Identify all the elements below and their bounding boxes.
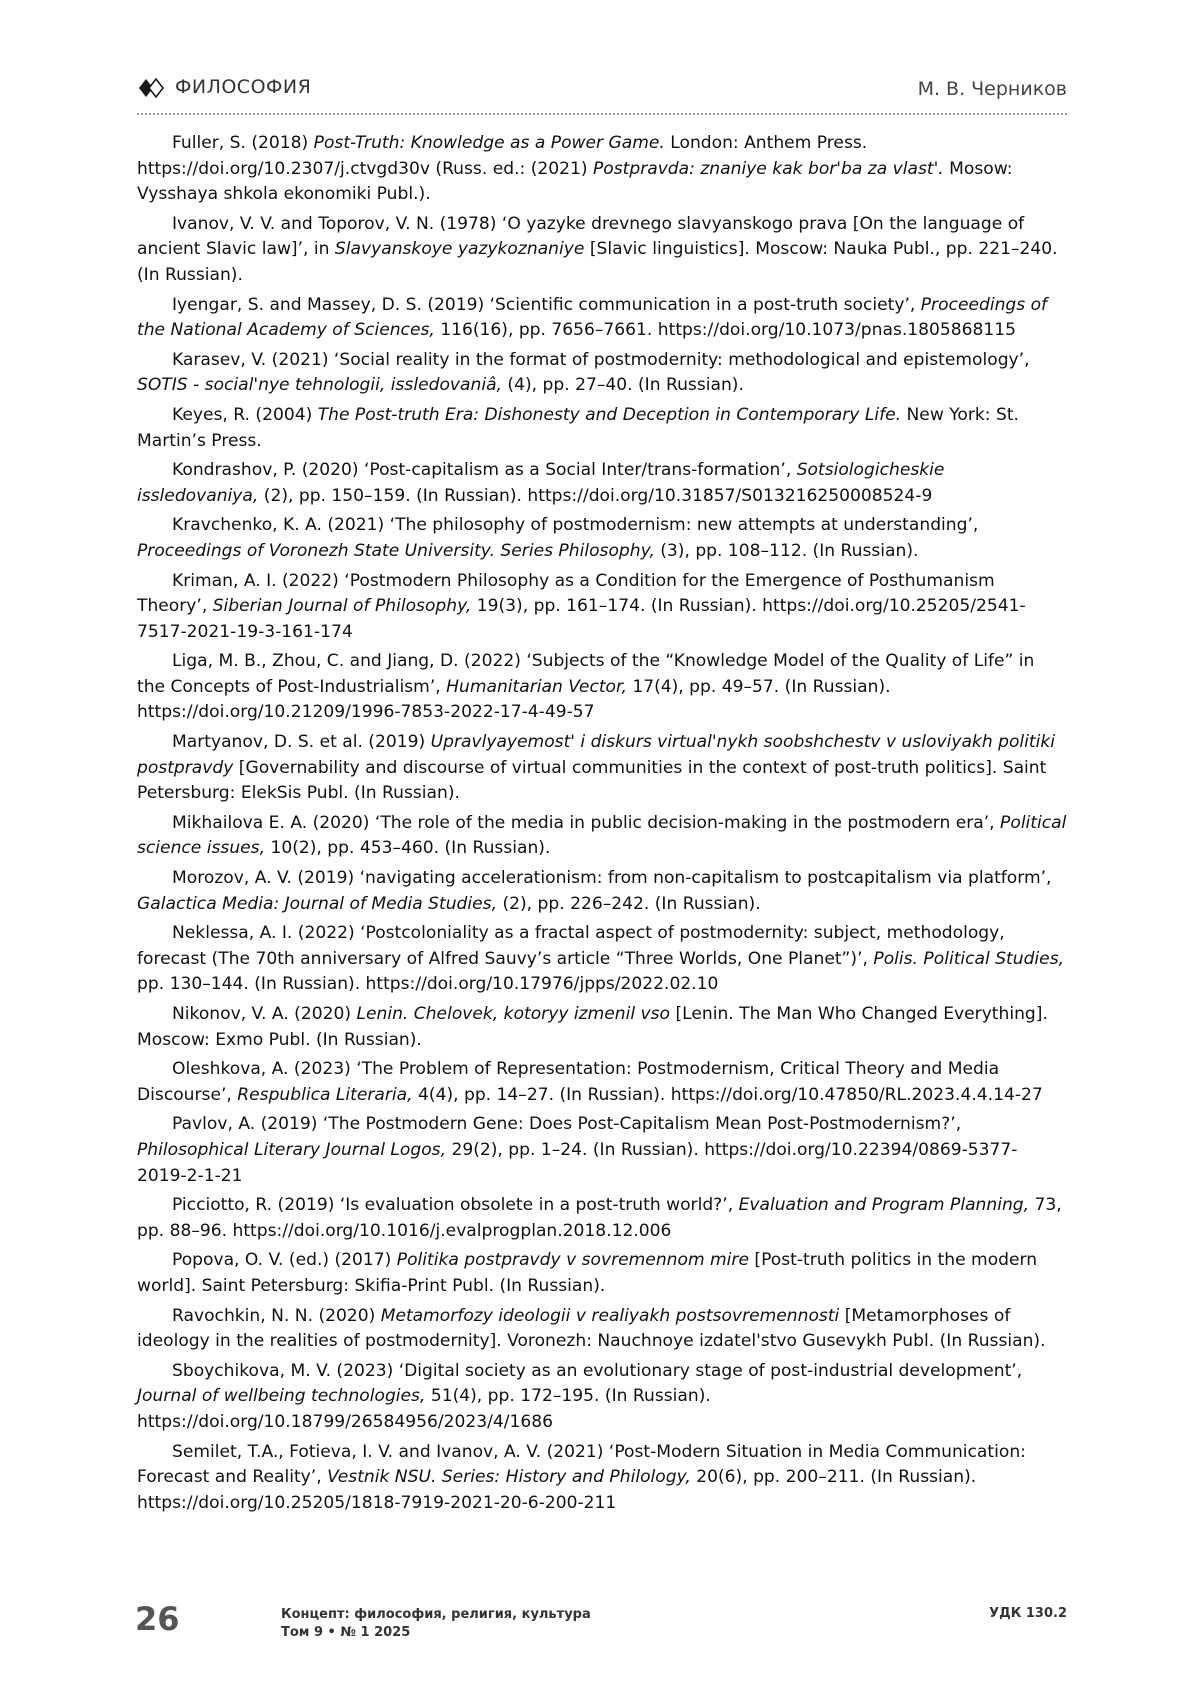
reference-title-italic: Siberian Journal of Philosophy, xyxy=(212,596,472,617)
reference-text: 73, pp. 88–96. https://doi.org/10.1016/j.evalprogplan.2018.12.006 xyxy=(137,1195,1062,1241)
reference-text: 29(2), pp. 1–24. (In Russian). https://doi.org/10.22394/0869-5377-2019-2-1-21 xyxy=(137,1139,1018,1186)
reference-text: Ravochkin, N. N. (2020) xyxy=(172,1305,381,1326)
reference-title-italic: Journal of wellbeing technologies, xyxy=(137,1386,426,1407)
reference-title-italic: Politika postpravdy v sovremennom mire xyxy=(396,1250,749,1271)
reference-entry xyxy=(137,513,1067,564)
reference-text: 116(16), pp. 7656–7661. https://doi.org/10.1073/pnas.1805868115 xyxy=(434,320,1017,341)
reference-text: [Metamorphoses of ideology in the realities of postmodernity]. Voronezh: Nauchnoye izdatel'stvo Gusevykh Publ. (In Russian). xyxy=(137,1305,1046,1352)
author-name: М. В. Черников xyxy=(917,78,1067,100)
reference-title-italic: Postpravda: znaniye kak bor'ba za vlast'. xyxy=(592,158,944,179)
reference-text: Iyengar, S. and Massey, D. S. (2019) ‘Scientific communication in a post-truth society’, xyxy=(172,294,921,315)
reference-title-italic: Sotsiologicheskie issledovaniya, xyxy=(137,460,945,506)
reference-text: London: Anthem Press. https://doi.org/10.2307/j.ctvgd30v (Russ. ed.: (2021) xyxy=(137,133,868,179)
reference-text: (2), pp. 226–242. (In Russian). xyxy=(497,893,761,914)
reference-text: [Slavic linguistics]. Moscow: Nauka Publ., pp. 221–240. (In Russian). xyxy=(137,239,1058,285)
reference-text: 10(2), pp. 453–460. (In Russian). xyxy=(265,838,551,859)
reference-title-italic: Post-Truth: Knowledge as a Power Game. xyxy=(313,133,665,153)
reference-entry xyxy=(137,1359,1067,1436)
udk-code: УДК 130.2 xyxy=(989,1606,1067,1621)
reference-text: Oleshkova, A. (2023) ‘The Problem of Representation: Postmodernism, Critical Theory and Media Discourse’, xyxy=(137,1059,1000,1105)
reference-text: (4), pp. 27–40. (In Russian). xyxy=(502,375,744,396)
reference-entry xyxy=(137,458,1067,509)
reference-entry xyxy=(137,1057,1067,1108)
reference-text: 19(3), pp. 161–174. (In Russian). https://doi.org/10.25205/2541-7517-2021-19-3-161-174 xyxy=(137,596,1026,642)
reference-text: Fuller, S. (2018) xyxy=(172,133,314,153)
reference-text: Semilet, T.A., Fotieva, I. V. and Ivanov, A. V. (2021) ‘Post-Modern Situation in Media Communication: Forecast and Reality’, xyxy=(137,1441,1026,1488)
reference-entry xyxy=(137,403,1067,454)
reference-title-italic: Upravlyayemost' i diskurs virtual'nykh soobshchestv v usloviyakh politiki postpravdy xyxy=(137,732,1055,778)
reference-entry xyxy=(137,730,1067,807)
reference-list xyxy=(137,131,1067,1520)
reference-title-italic: Political science issues, xyxy=(137,812,1067,859)
reference-text: Popova, O. V. (ed.) (2017) xyxy=(172,1250,397,1271)
reference-text: (2), pp. 150–159. (In Russian). https://doi.org/10.31857/S013216250008524-9 xyxy=(258,485,933,506)
reference-title-italic: SOTIS - social'nye tehnologii, issledovaniâ, xyxy=(137,375,502,396)
reference-text: 4(4), pp. 14–27. (In Russian). https://doi.org/10.47850/RL.2023.4.4.14-27 xyxy=(412,1084,1043,1105)
reference-text: Kondrashov, P. (2020) ‘Post-capitalism as a Social Inter/trans-formation’, xyxy=(172,460,797,481)
reference-entry xyxy=(137,212,1067,289)
reference-text: Neklessa, A. I. (2022) ‘Postcoloniality as a fractal aspect of postmodernity: subject, methodology, forecast (The 70th anniversary of Alfred Sauvy’s article “Three Worlds, One Planet”)’, xyxy=(137,923,1005,969)
reference-title-italic: Humanitarian Vector, xyxy=(446,676,627,697)
section-title: ФИЛОСОФИЯ xyxy=(175,76,312,98)
reference-text: New York: St. Martin’s Press. xyxy=(137,404,1019,451)
reference-text: [Lenin. The Man Who Changed Everything]. Moscow: Exmo Publ. (In Russian). xyxy=(137,1004,1048,1050)
reference-entry xyxy=(137,1193,1067,1244)
reference-text: [Post-truth politics in the modern world]. Saint Petersburg: Skifia-Print Publ. (In Russian). xyxy=(137,1250,1038,1296)
reference-text: Martyanov, D. S. et al. (2019) xyxy=(172,732,431,753)
journal-info xyxy=(281,1606,591,1642)
reference-entry xyxy=(137,569,1067,646)
reference-text: Sboychikova, M. V. (2023) ‘Digital society as an evolutionary stage of post-industrial development’, xyxy=(172,1360,1023,1381)
reference-text: Picciotto, R. (2019) ‘Is evaluation obsolete in a post-truth world?’, xyxy=(172,1195,739,1216)
reference-entry xyxy=(137,1440,1067,1517)
reference-text: [Governability and discourse of virtual communities in the context of post-truth politics]. Saint Petersburg: ElekSis Publ. (In Russian). xyxy=(137,757,1047,804)
reference-text: 51(4), pp. 172–195. (In Russian). https://doi.org/10.18799/26584956/2023/4/1686 xyxy=(137,1386,711,1432)
reference-title-italic: Evaluation and Program Planning, xyxy=(738,1195,1030,1216)
reference-text: 20(6), pp. 200–211. (In Russian). https://doi.org/10.25205/1818-7919-2021-20-6-200-211 xyxy=(137,1467,977,1513)
journal-logo-icon xyxy=(137,77,165,99)
reference-entry xyxy=(137,1002,1067,1053)
journal-title: Концепт: философия, религия, культура xyxy=(281,1607,591,1622)
reference-entry xyxy=(137,811,1067,862)
reference-text: pp. 130–144. (In Russian). https://doi.org/10.17976/jpps/2022.02.10 xyxy=(137,974,719,995)
reference-text: Morozov, A. V. (2019) ‘navigating accelerationism: from non-capitalism to postcapitalism via platform’, xyxy=(172,868,1052,889)
reference-title-italic: Philosophical Literary Journal Logos, xyxy=(137,1139,447,1160)
reference-text: 17(4), pp. 49–57. (In Russian). https://doi.org/10.21209/1996-7853-2022-17-4-49-57 xyxy=(137,676,891,723)
reference-text: Kriman, A. I. (2022) ‘Postmodern Philosophy as a Condition for the Emergence of Posthumanism Theory’, xyxy=(137,570,995,617)
reference-title-italic: Metamorfozy ideologii v realiyakh postsovremennosti xyxy=(380,1305,840,1326)
reference-title-italic: Slavyanskoye yazykoznaniye xyxy=(334,239,585,260)
reference-entry xyxy=(137,1112,1067,1189)
reference-title-italic: Vestnik NSU. Series: History and Philology, xyxy=(327,1467,691,1488)
header-divider xyxy=(137,113,1067,115)
reference-text: Liga, M. B., Zhou, C. and Jiang, D. (2022) ‘Subjects of the “Knowledge Model of the Quality of Life” in the Concepts of Post-Industrialism’, xyxy=(137,651,1035,697)
reference-text: Mosow: Vysshaya shkola ekonomiki Publ.). xyxy=(137,158,1013,205)
reference-title-italic: Respublica Literaria, xyxy=(237,1084,413,1105)
reference-title-italic: Proceedings of Voronezh State University. Series Philosophy, xyxy=(137,540,655,561)
reference-title-italic: Galactica Media: Journal of Media Studies, xyxy=(137,893,498,914)
reference-entry xyxy=(137,1248,1067,1299)
reference-entry xyxy=(137,348,1067,399)
reference-entry xyxy=(137,921,1067,998)
journal-issue: Том 9 • № 1 2025 xyxy=(281,1625,411,1640)
reference-entry xyxy=(137,649,1067,726)
reference-title-italic: The Post-truth Era: Dishonesty and Deception in Contemporary Life. xyxy=(317,404,902,425)
reference-text: Karasev, V. (2021) ‘Social reality in the format of postmodernity: methodological and epistemology’, xyxy=(172,349,1030,370)
reference-text: Ivanov, V. V. and Toporov, V. N. (1978) ‘O yazyke drevnego slavyanskogo prava [On the language of ancient Slavic law]’, in xyxy=(137,213,1025,260)
running-header xyxy=(137,75,1067,115)
reference-title-italic: Polis. Political Studies, xyxy=(873,948,1065,969)
page-number: 26 xyxy=(135,1600,180,1638)
reference-title-italic: Proceedings of the National Academy of Sciences, xyxy=(137,294,1048,341)
reference-entry xyxy=(137,293,1067,344)
reference-text: Pavlov, A. (2019) ‘The Postmodern Gene: Does Post-Capitalism Mean Post-Postmodernism?’, xyxy=(172,1114,962,1135)
reference-text: Mikhailova E. A. (2020) ‘The role of the media in public decision-making in the postmodern era’, xyxy=(172,812,1001,833)
reference-text: Keyes, R. (2004) xyxy=(172,404,318,425)
reference-title-italic: Lenin. Chelovek, kotoryy izmenil vso xyxy=(356,1004,671,1024)
reference-text: (3), pp. 108–112. (In Russian). xyxy=(654,540,919,561)
reference-entry xyxy=(137,866,1067,917)
reference-entry xyxy=(137,1304,1067,1355)
reference-text: Kravchenko, K. A. (2021) ‘The philosophy of postmodernism: new attempts at understanding’, xyxy=(172,515,979,536)
reference-text: Nikonov, V. A. (2020) xyxy=(172,1004,357,1024)
reference-entry xyxy=(137,131,1067,208)
